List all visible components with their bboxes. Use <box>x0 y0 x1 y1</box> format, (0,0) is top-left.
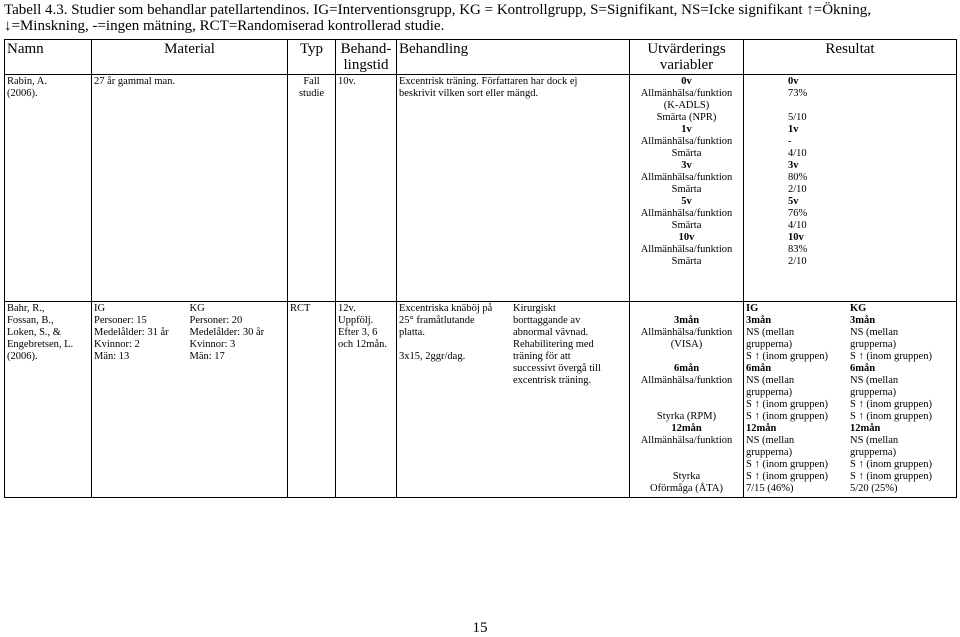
cell-text-line: Allmänhälsa/funktion <box>640 172 733 183</box>
cell-text-line: 27 år gammal man. <box>94 76 176 87</box>
cell-text-line: grupperna) <box>746 387 793 398</box>
cell-text-line: Engebretsen, L. <box>7 339 74 350</box>
header-behandlingstid: Behand- lingstid <box>336 40 397 75</box>
cell-text-line: 3mån <box>746 315 772 326</box>
cell-text-line: Oförmåga (ÅTA) <box>650 483 723 494</box>
header-resultat: Resultat <box>744 40 957 75</box>
cell-text-line: 3mån <box>673 315 700 326</box>
cell-text-line: 5v <box>788 196 799 207</box>
cell-text-line: Män: 13 <box>94 351 130 362</box>
header-typ: Typ <box>288 40 336 75</box>
cell-text-line: (2006). <box>7 351 38 362</box>
studies-table <box>4 39 957 498</box>
cell-text-line: 1v <box>681 124 692 135</box>
cell-text-line: Personer: 15 <box>94 315 147 326</box>
cell-text-line: S ↑ (inom gruppen) <box>746 459 828 470</box>
cell-text-line: 10v. <box>338 76 356 87</box>
cell-typ <box>288 302 336 498</box>
cell-text-line <box>399 339 513 351</box>
cell-text-line: Kvinnor: 2 <box>94 339 140 350</box>
cell-text-line <box>788 100 954 112</box>
cell-text-line: och 12mån. <box>338 339 387 350</box>
cell-text-line: (K-ADLS) <box>663 100 710 111</box>
table-caption <box>4 2 956 34</box>
cell-text-line <box>632 387 741 399</box>
page-number: 15 <box>472 620 488 636</box>
cell-text-line: successivt övergå till <box>513 363 601 374</box>
cell-text-line: 5v <box>681 196 692 207</box>
cell-material <box>92 302 288 498</box>
cell-text-line: Smärta (NPR) <box>656 112 717 123</box>
cell-text-line: Allmänhälsa/funktion <box>640 88 733 99</box>
material-kg <box>190 303 286 363</box>
cell-resultat <box>744 75 957 302</box>
cell-text-line: platta. <box>399 327 425 338</box>
cell-text-line: 7/15 (46%) <box>746 483 794 494</box>
cell-text-line: 3x15, 2ggr/dag. <box>399 351 466 362</box>
cell-text-line: (VISA) <box>670 339 703 350</box>
cell-text-line: S ↑ (inom gruppen) <box>746 351 828 362</box>
cell-text-line <box>632 303 741 315</box>
cell-text-line: Allmänhälsa/funktion <box>640 435 733 446</box>
caption-line-1: Tabell 4.3. Studier som behandlar patellartendinos. IG=Interventionsgrupp, KG = Kontrollgrupp, S=Signifikant, NS=Icke signifikant ↑=Ökning, <box>4 2 871 18</box>
cell-behandling <box>397 75 630 302</box>
cell-text-line: Fossan, B., <box>7 315 54 326</box>
cell-text-line: grupperna) <box>850 387 897 398</box>
cell-text-line: Medelålder: 30 år <box>189 327 265 338</box>
header-behandling: Behandling <box>397 40 630 75</box>
cell-text-line: Efter 3, 6 <box>338 327 378 338</box>
table-row <box>5 75 957 302</box>
cell-text-line: 12v. <box>338 303 356 314</box>
cell-text-line: studie <box>298 88 325 99</box>
cell-text-line: Uppfölj. <box>338 315 374 326</box>
cell-text-line: NS (mellan <box>746 327 795 338</box>
caption-line-2: ↓=Minskning, -=ingen mätning, RCT=Randomiserad kontrollerad studie. <box>4 18 445 34</box>
behandling-kg <box>513 303 627 387</box>
cell-text-line: Rehabilitering med <box>513 339 594 350</box>
cell-text-line: S ↑ (inom gruppen) <box>746 411 828 422</box>
cell-text-line <box>632 447 741 459</box>
cell-text-line <box>632 459 741 471</box>
cell-text-line: 12mån <box>850 423 881 434</box>
cell-text-line: Smärta <box>671 148 702 159</box>
cell-text-line: S ↑ (inom gruppen) <box>850 471 932 482</box>
cell-text-line: S ↑ (inom gruppen) <box>850 411 932 422</box>
cell-text-line: Loken, S., & <box>7 327 61 338</box>
cell-text-line: Bahr, R., <box>7 303 45 314</box>
header-namn: Namn <box>5 40 92 75</box>
cell-text-line <box>632 351 741 363</box>
cell-text-line: borttaggande av <box>513 315 581 326</box>
cell-text-line: grupperna) <box>850 339 897 350</box>
cell-text-line: RCT <box>290 303 311 314</box>
cell-tid <box>336 75 397 302</box>
cell-variabler <box>630 75 744 302</box>
cell-text-line: Smärta <box>671 256 702 267</box>
cell-text-line: 6mån <box>673 363 700 374</box>
cell-text-line: Styrka (RPM) <box>656 411 717 422</box>
cell-text-line: Allmänhälsa/funktion <box>640 208 733 219</box>
material-ig <box>94 303 190 363</box>
cell-text-line: beskrivit vilken sort eller mängd. <box>399 88 539 99</box>
behandling-ig <box>399 303 513 387</box>
cell-text-line: Smärta <box>671 184 702 195</box>
cell-text-line: 73% <box>788 88 808 99</box>
cell-text-line: NS (mellan <box>746 435 795 446</box>
cell-text-line: Allmänhälsa/funktion <box>640 327 733 338</box>
cell-text-line: NS (mellan <box>850 435 899 446</box>
cell-text-line: NS (mellan <box>746 375 795 386</box>
cell-text-line: Allmänhälsa/funktion <box>640 375 733 386</box>
cell-text-line: S ↑ (inom gruppen) <box>746 399 828 410</box>
cell-text-line: 5/20 (25%) <box>850 483 898 494</box>
cell-text-line: 2/10 <box>788 184 807 195</box>
cell-text-line: 12mån <box>671 423 702 434</box>
cell-text-line: (2006). <box>7 88 38 99</box>
cell-text-line: S ↑ (inom gruppen) <box>850 399 932 410</box>
cell-text-line: KG <box>850 303 867 314</box>
cell-text-line: Rabin, A. <box>7 76 47 87</box>
cell-text-line: 6mån <box>850 363 876 374</box>
cell-text-line: grupperna) <box>746 447 793 458</box>
cell-text-line: Allmänhälsa/funktion <box>640 244 733 255</box>
cell-text-line <box>632 399 741 411</box>
cell-text-line: 2/10 <box>788 256 807 267</box>
cell-text-line: 1v <box>788 124 799 135</box>
cell-text-line: 10v <box>788 232 804 243</box>
cell-text-line: Allmänhälsa/funktion <box>640 136 733 147</box>
cell-text-line: 5/10 <box>788 112 807 123</box>
cell-tid <box>336 302 397 498</box>
cell-text-line: NS (mellan <box>850 327 899 338</box>
cell-text-line: 3mån <box>850 315 876 326</box>
cell-text-line: KG <box>189 303 205 314</box>
cell-text-line: Smärta <box>671 220 702 231</box>
cell-text-line: abnormal vävnad. <box>513 327 589 338</box>
resultat-ig <box>746 303 850 495</box>
cell-text-line: 0v <box>681 76 692 87</box>
cell-text-line: Fall <box>303 76 320 87</box>
cell-namn <box>5 75 92 302</box>
cell-text-line: 80% <box>788 172 808 183</box>
cell-text-line: 83% <box>788 244 808 255</box>
cell-text-line: Styrka <box>672 471 701 482</box>
header-utvarderingsvariabler: Utvärderings variabler <box>630 40 744 75</box>
cell-text-line: S ↑ (inom gruppen) <box>746 471 828 482</box>
cell-text-line: - <box>788 136 792 147</box>
cell-text-line: Excentriska knäböj på <box>399 303 493 314</box>
cell-typ <box>288 75 336 302</box>
cell-text-line: IG <box>94 303 106 314</box>
cell-text-line: grupperna) <box>746 339 793 350</box>
cell-material <box>92 75 288 302</box>
cell-text-line: 25° framåtlutande <box>399 315 475 326</box>
cell-text-line: träning för att <box>513 351 571 362</box>
cell-text-line: Excentrisk träning. Författaren har dock ej <box>399 76 578 87</box>
cell-text-line: Män: 17 <box>189 351 225 362</box>
cell-text-line: 3v <box>788 160 799 171</box>
cell-text-line: excentrisk träning. <box>513 375 592 386</box>
cell-namn <box>5 302 92 498</box>
cell-text-line: Kvinnor: 3 <box>189 339 236 350</box>
cell-text-line: Kirurgiskt <box>513 303 556 314</box>
cell-text-line: S ↑ (inom gruppen) <box>850 459 932 470</box>
cell-text-line: grupperna) <box>850 447 897 458</box>
cell-text-line: S ↑ (inom gruppen) <box>850 351 932 362</box>
cell-text-line: Personer: 20 <box>189 315 243 326</box>
table-row <box>5 302 957 498</box>
header-material: Material <box>92 40 288 75</box>
cell-behandling <box>397 302 630 498</box>
cell-text-line: NS (mellan <box>850 375 899 386</box>
header-row <box>5 40 957 75</box>
cell-text-line: 12mån <box>746 423 777 434</box>
cell-text-line: 76% <box>788 208 808 219</box>
cell-text-line: IG <box>746 303 759 314</box>
cell-text-line: 4/10 <box>788 148 807 159</box>
cell-text-line: 3v <box>681 160 692 171</box>
cell-text-line: Medelålder: 31 år <box>94 327 169 338</box>
cell-text-line: 10v <box>678 232 695 243</box>
cell-text-line: 0v <box>788 76 799 87</box>
cell-variabler <box>630 302 744 498</box>
cell-text-line: 4/10 <box>788 220 807 231</box>
resultat-kg <box>850 303 954 495</box>
cell-text-line: 6mån <box>746 363 772 374</box>
cell-resultat <box>744 302 957 498</box>
